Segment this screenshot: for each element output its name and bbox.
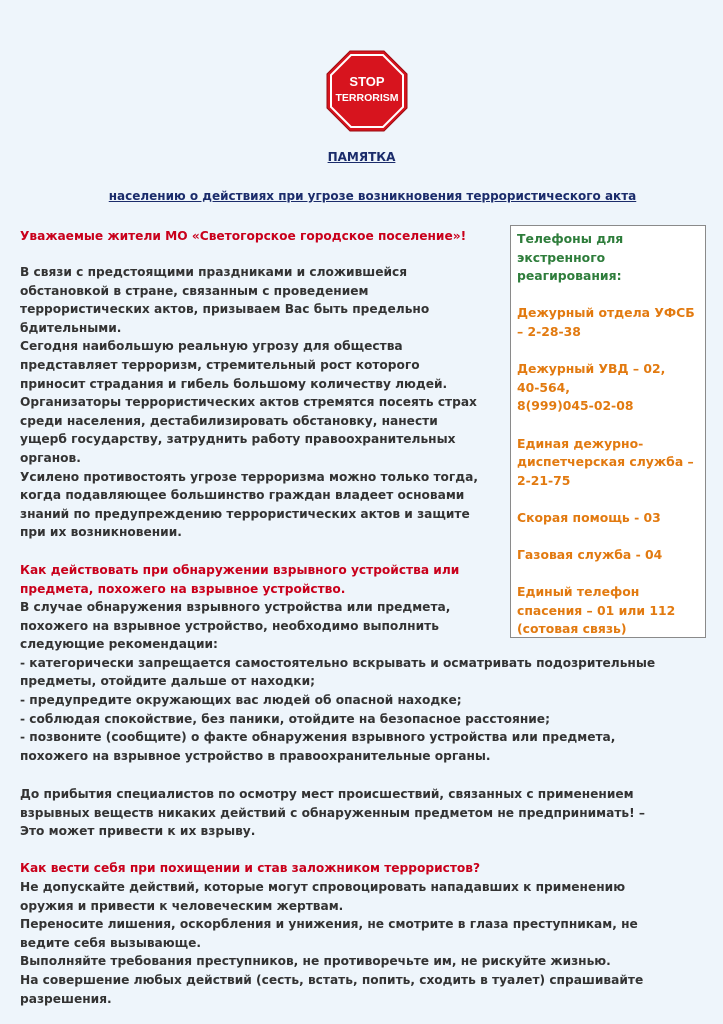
phone-line: – 2-28-38	[517, 323, 581, 339]
heading-line: предмета, похожего на взрывное устройство.	[20, 581, 346, 596]
text-line: похожего на взрывное устройство, необходимо выполнить	[20, 618, 439, 633]
text-line: В связи с предстоящими праздниками и сложившейся	[20, 265, 408, 279]
text-line: когда подавляющее большинство граждан владеет основами	[20, 488, 465, 503]
text-line: при их возникновении.	[20, 525, 182, 540]
text-line: Сегодня наибольшую реальную угрозу для общества	[20, 339, 403, 354]
text-line: взрывных веществ никаких действий с обнаруженным предметом не предпринимать! –	[20, 805, 646, 820]
text-line: приносит страдания и гибель большому количеству людей.	[20, 376, 448, 391]
memo-title: ПАМЯТКА	[327, 150, 396, 164]
text-line: Переносите лишения, оскорбления и унижения, не смотрите в глаза преступникам, не	[20, 917, 638, 932]
text-line: ущерб государству, затруднить работу правоохранительных	[20, 432, 456, 447]
phone-line: Единая дежурно-	[517, 435, 644, 451]
phones-heading	[517, 230, 699, 286]
heading-line: Телефоны для	[517, 231, 624, 246]
text-line: До прибытия специалистов по осмотру мест происшествий, связанных с применением	[20, 787, 634, 801]
phone-line: 8(999)045-02-08	[517, 398, 634, 414]
phone-entry-rescue	[517, 583, 699, 639]
greeting: Уважаемые жители МО «Светогорское городское поселение»!	[20, 229, 467, 243]
text-line: следующие рекомендации:	[20, 637, 218, 652]
text-line: среди населения, дестабилизировать обстановку, нанести	[20, 413, 438, 428]
stop-terrorism-logo	[326, 50, 408, 132]
warning-paragraph	[20, 785, 645, 841]
phone-line: 2-21-75	[517, 472, 571, 488]
phone-entry-fsb	[517, 304, 699, 341]
text-line: террористических актов, призываем Вас быть предельно	[20, 302, 430, 317]
heading-line: Как действовать при обнаружении взрывного устройства или	[20, 563, 460, 577]
heading-line: реагирования:	[517, 268, 622, 284]
text-line: представляет терроризм, стремительный рост которого	[20, 357, 420, 372]
text-line: похожего на взрывное устройство в правоохранительные органы.	[20, 748, 491, 763]
text-line: На совершение любых действий (сесть, встать, попить, сходить в туалет) спрашивайте	[20, 972, 644, 987]
phone-line: Дежурный отдела УФСБ	[517, 305, 695, 321]
text-line: Организаторы террористических актов стремятся посеять страх	[20, 395, 477, 410]
phone-entry-gas	[517, 546, 699, 565]
section-hostage-body	[20, 878, 643, 1008]
text-line: разрешения.	[20, 991, 112, 1006]
logo-text-terrorism: TERRORISM	[335, 92, 399, 104]
text-line: знаний по предупреждению террористических актов и защите	[20, 506, 470, 521]
phone-line: (сотовая связь)	[517, 621, 627, 637]
text-line: оружия и привести к человеческим жертвам.	[20, 898, 344, 913]
text-line: Усилено противостоять угрозе терроризма можно только тогда,	[20, 469, 478, 484]
heading-line: экстренного	[517, 249, 606, 265]
phone-line: 40-564,	[517, 379, 570, 395]
text-line: ведите себя вызывающе.	[20, 935, 201, 950]
phone-entry-uvd	[517, 360, 699, 416]
text-line: предметы, отойдите дальше от находки;	[20, 674, 315, 689]
text-line: - позвоните (сообщите) о факте обнаружения взрывного устройства или предмета,	[20, 730, 616, 745]
phone-entry-dispatch	[517, 435, 699, 491]
text-line: - категорически запрещается самостоятельно вскрывать и осматривать подозрительные	[20, 655, 656, 670]
section-hostage-heading: Как вести себя при похищении и став заложником террористов?	[20, 861, 481, 875]
text-line: Не допускайте действий, которые могут спровоцировать нападавших к применению	[20, 880, 626, 894]
logo-text-stop: STOP	[349, 74, 385, 89]
intro-paragraph	[20, 263, 478, 542]
text-line: обстановкой в стране, связанным с проведением	[20, 283, 369, 298]
phone-entry-ambulance	[517, 509, 699, 528]
phone-line: спасения – 01 или 112	[517, 602, 676, 618]
emergency-phones-box	[510, 225, 706, 638]
phone-line: Газовая служба - 04	[517, 547, 663, 563]
memo-subtitle: населению о действиях при угрозе возникновения террористического акта	[108, 189, 637, 203]
phone-line: Дежурный УВД – 02,	[517, 361, 666, 377]
text-line: бдительными.	[20, 320, 122, 335]
section-explosive-heading	[20, 561, 459, 598]
phone-line: Скорая помощь - 03	[517, 509, 661, 525]
text-line: - соблюдая спокойствие, без паники, отойдите на безопасное расстояние;	[20, 711, 550, 726]
text-line: Выполняйте требования преступников, не противоречьте им, не рискуйте жизнью.	[20, 954, 611, 969]
phone-line: Единый телефон	[517, 584, 640, 600]
text-line: органов.	[20, 450, 81, 465]
phone-line: диспетчерская служба –	[517, 454, 694, 470]
text-line: Это может привести к их взрыву.	[20, 824, 256, 839]
text-line: - предупредите окружающих вас людей об опасной находке;	[20, 692, 462, 707]
text-line: В случае обнаружения взрывного устройства или предмета,	[20, 600, 451, 614]
